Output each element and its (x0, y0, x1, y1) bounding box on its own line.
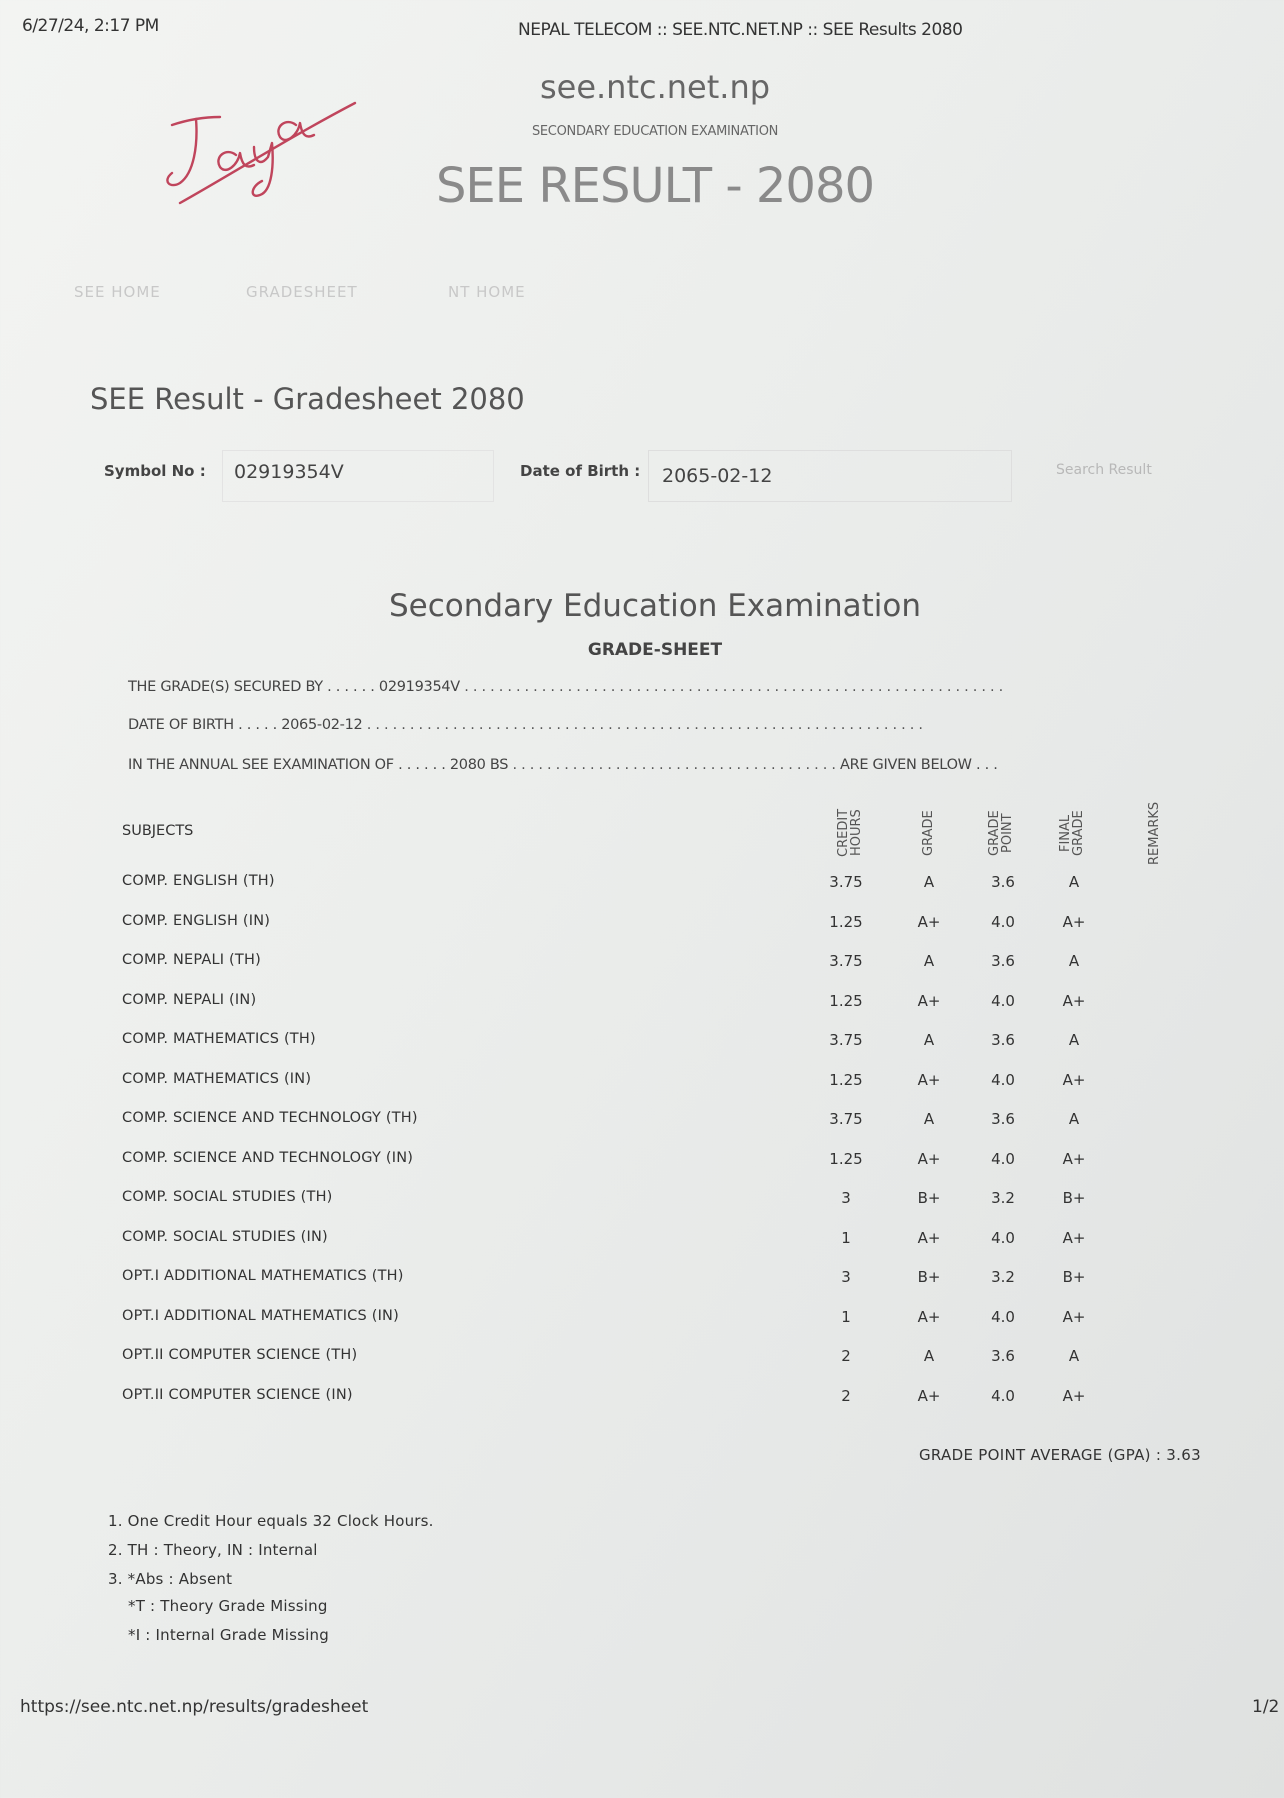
row-grade: A+ (917, 1308, 941, 1326)
exam-line-value: 2080 BS (449, 757, 509, 773)
print-datetime: 6/27/24, 2:17 PM (22, 16, 159, 36)
row-final: B+ (1062, 1268, 1086, 1286)
row-subject: OPT.II COMPUTER SCIENCE (TH) (122, 1347, 358, 1363)
dob-line-prefix: DATE OF BIRTH . . . . . (128, 717, 277, 733)
row-point: 3.2 (991, 1189, 1015, 1207)
row-subject: COMP. ENGLISH (TH) (122, 873, 275, 889)
row-grade: A+ (917, 992, 941, 1010)
note-5: *I : Internal Grade Missing (128, 1626, 329, 1644)
print-page-number: 1/2 (1252, 1697, 1280, 1717)
row-point: 4.0 (991, 992, 1015, 1010)
row-final: B+ (1062, 1189, 1086, 1207)
dob-line: DATE OF BIRTH . . . . . 2065-02-12 . . . . . . . . . . . . . . . . . . . . . . . . . . . . . . . . . . . . . . . . . . . . . . . . . . . . . . . . . . . . . . . . . (128, 717, 923, 733)
row-point: 4.0 (991, 1229, 1015, 1247)
exam-line: IN THE ANNUAL SEE EXAMINATION OF . . . . . . 2080 BS . . . . . . . . . . . . . . . . . . . . . . . . . . . . . . . . . . . . . . ARE GIVEN BELOW . . . (128, 757, 998, 773)
row-grade: A+ (917, 913, 941, 931)
row-subject: COMP. NEPALI (IN) (122, 992, 257, 1008)
row-credit: 1 (841, 1308, 851, 1326)
row-credit: 1.25 (829, 992, 863, 1010)
row-subject: COMP. SCIENCE AND TECHNOLOGY (IN) (122, 1150, 414, 1166)
row-grade: A (923, 873, 935, 891)
note-1: 1. One Credit Hour equals 32 Clock Hours. (108, 1512, 434, 1530)
note-2: 2. TH : Theory, IN : Internal (108, 1541, 318, 1559)
row-grade: A+ (917, 1150, 941, 1168)
row-point: 3.6 (991, 873, 1015, 891)
row-point: 3.6 (991, 1110, 1015, 1128)
row-credit: 3.75 (829, 1031, 863, 1049)
row-point: 4.0 (991, 1150, 1015, 1168)
col-final-grade: FINAL GRADE (1058, 810, 1086, 856)
row-final: A+ (1062, 1308, 1086, 1326)
search-result-button[interactable]: Search Result (1056, 462, 1152, 478)
site-subtitle: SECONDARY EDUCATION EXAMINATION (531, 124, 779, 139)
exam-line-prefix: IN THE ANNUAL SEE EXAMINATION OF . . . . . . (128, 757, 446, 773)
print-url: https://see.ntc.net.np/results/gradesheet (20, 1697, 369, 1717)
row-subject: COMP. MATHEMATICS (TH) (122, 1031, 316, 1047)
grade-sheet-title: GRADE-SHEET (587, 640, 723, 660)
row-subject: COMP. SCIENCE AND TECHNOLOGY (TH) (122, 1110, 418, 1126)
row-credit: 3.75 (829, 952, 863, 970)
row-credit: 3.75 (829, 873, 863, 891)
row-subject: COMP. NEPALI (TH) (122, 952, 261, 968)
secured-by-line: THE GRADE(S) SECURED BY . . . . . . 02919354V . . . . . . . . . . . . . . . . . . . . . . . . . . . . . . . . . . . . . . . . . . . . . . . . . . . . . . . . . . . . . . . (128, 679, 1003, 695)
page-title: SEE RESULT - 2080 (435, 158, 875, 214)
row-credit: 3.75 (829, 1110, 863, 1128)
secured-by-value: 02919354V (378, 679, 460, 695)
row-point: 4.0 (991, 1071, 1015, 1089)
row-final: A+ (1062, 1387, 1086, 1405)
nav-see-home[interactable]: SEE HOME (74, 283, 161, 301)
col-grade: GRADE (921, 810, 936, 856)
row-point: 3.2 (991, 1268, 1015, 1286)
dob-line-value: 2065-02-12 (281, 717, 363, 733)
note-4: *T : Theory Grade Missing (128, 1597, 328, 1615)
row-credit: 1.25 (829, 913, 863, 931)
row-subject: OPT.I ADDITIONAL MATHEMATICS (TH) (122, 1268, 404, 1284)
row-final: A (1068, 952, 1080, 970)
row-point: 3.6 (991, 1347, 1015, 1365)
row-credit: 2 (841, 1347, 851, 1365)
row-point: 3.6 (991, 1031, 1015, 1049)
row-credit: 1.25 (829, 1150, 863, 1168)
col-grade-point: GRADE POINT (987, 810, 1015, 856)
row-subject: COMP. ENGLISH (IN) (122, 913, 271, 929)
symbol-label: Symbol No : (104, 462, 206, 480)
row-credit: 3 (841, 1189, 851, 1207)
row-credit: 3 (841, 1268, 851, 1286)
row-point: 4.0 (991, 913, 1015, 931)
row-final: A+ (1062, 1229, 1086, 1247)
row-subject: COMP. SOCIAL STUDIES (TH) (122, 1189, 333, 1205)
row-subject: OPT.I ADDITIONAL MATHEMATICS (IN) (122, 1308, 399, 1324)
row-final: A+ (1062, 992, 1086, 1010)
gradesheet-heading: SEE Result - Gradesheet 2080 (90, 382, 525, 416)
row-grade: A (923, 1110, 935, 1128)
col-remarks: REMARKS (1147, 801, 1162, 865)
dob-label: Date of Birth : (520, 462, 641, 480)
nav-gradesheet[interactable]: GRADESHEET (246, 283, 358, 301)
row-point: 4.0 (991, 1308, 1015, 1326)
row-final: A (1068, 1031, 1080, 1049)
row-final: A+ (1062, 1071, 1086, 1089)
site-domain: see.ntc.net.np (539, 68, 771, 106)
exam-title: Secondary Education Examination (389, 588, 921, 624)
row-final: A (1068, 1110, 1080, 1128)
dob-value[interactable]: 2065-02-12 (662, 465, 773, 487)
row-grade: A (923, 1347, 935, 1365)
nav-nt-home[interactable]: NT HOME (448, 283, 526, 301)
row-credit: 1 (841, 1229, 851, 1247)
row-subject: COMP. SOCIAL STUDIES (IN) (122, 1229, 328, 1245)
symbol-value[interactable]: 02919354V (234, 461, 344, 483)
secured-by-prefix: THE GRADE(S) SECURED BY . . . . . . (128, 679, 375, 695)
row-grade: B+ (917, 1189, 941, 1207)
row-point: 3.6 (991, 952, 1015, 970)
row-credit: 2 (841, 1387, 851, 1405)
row-grade: A (923, 952, 935, 970)
row-final: A (1068, 1347, 1080, 1365)
col-subjects: SUBJECTS (122, 823, 194, 839)
col-credit-hours: CREDIT HOURS (836, 808, 864, 858)
row-grade: B+ (917, 1268, 941, 1286)
row-point: 4.0 (991, 1387, 1015, 1405)
row-grade: A+ (917, 1387, 941, 1405)
gpa-summary: GRADE POINT AVERAGE (GPA) : 3.63 (919, 1446, 1201, 1464)
exam-line-suffix: ARE GIVEN BELOW . . . (839, 757, 998, 773)
row-final: A+ (1062, 913, 1086, 931)
note-3: 3. *Abs : Absent (108, 1570, 233, 1588)
row-grade: A+ (917, 1229, 941, 1247)
row-grade: A (923, 1031, 935, 1049)
print-page-title: NEPAL TELECOM :: SEE.NTC.NET.NP :: SEE Results 2080 (518, 20, 963, 40)
row-final: A+ (1062, 1150, 1086, 1168)
row-grade: A+ (917, 1071, 941, 1089)
row-subject: OPT.II COMPUTER SCIENCE (IN) (122, 1387, 353, 1403)
handwritten-signature (150, 95, 370, 215)
row-final: A (1068, 873, 1080, 891)
row-credit: 1.25 (829, 1071, 863, 1089)
row-subject: COMP. MATHEMATICS (IN) (122, 1071, 312, 1087)
